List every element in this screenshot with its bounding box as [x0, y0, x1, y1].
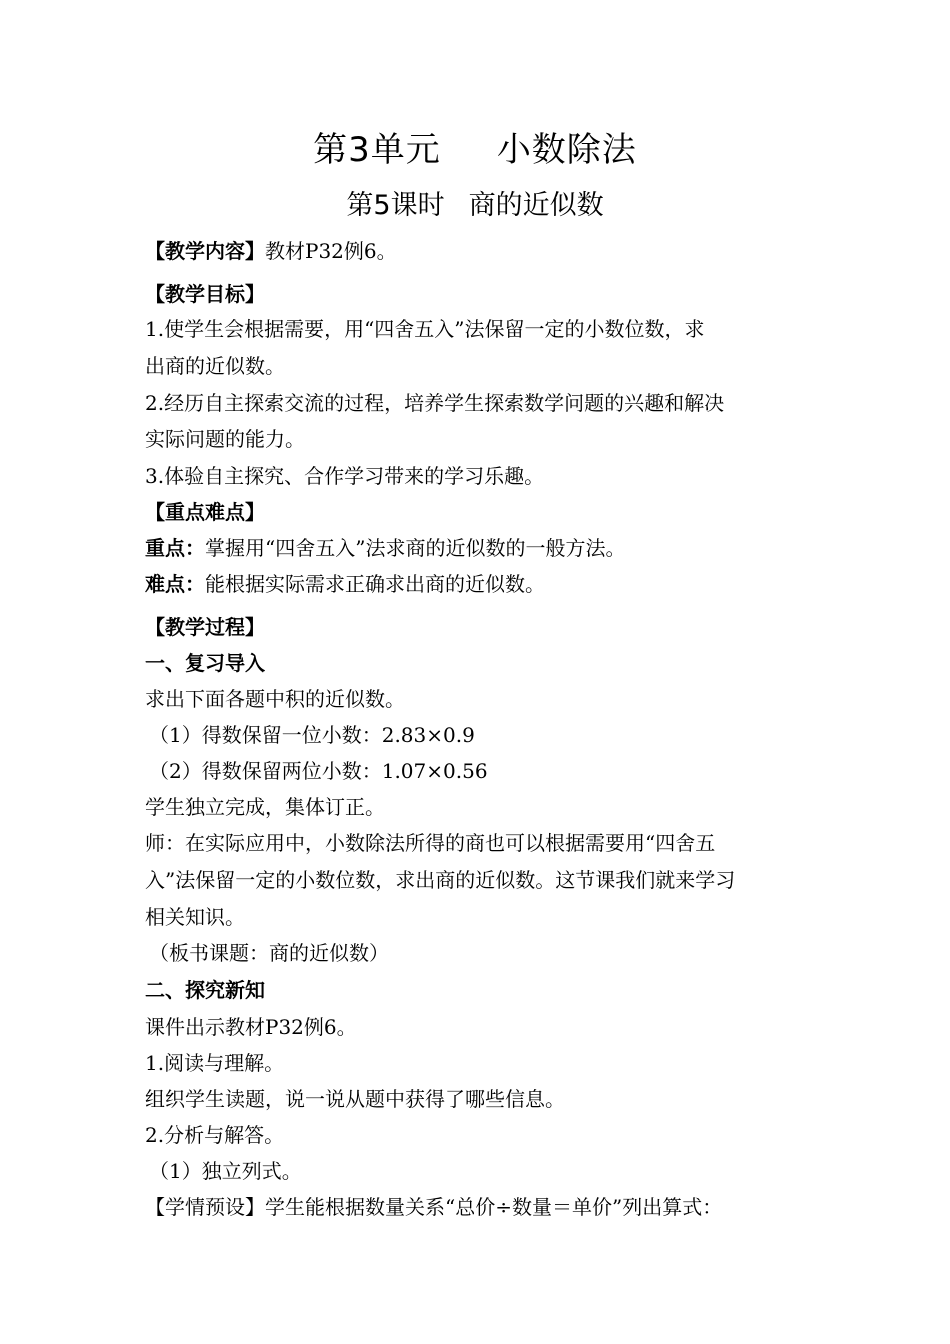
section-line: 相关知识。	[145, 905, 245, 929]
preset-label: 【学情预设】	[145, 1195, 265, 1219]
section-line: 入”法保留一定的小数位数，求出商的近似数。这节课我们就来学习	[145, 868, 736, 892]
section-line: 求出下面各题中积的近似数。	[145, 687, 405, 711]
lesson-title	[0, 186, 950, 226]
objective-line: 1.使学生会根据需要，用“四舍五入”法保留一定的小数位数，求	[145, 317, 705, 341]
section-title: 一、复习导入	[145, 651, 265, 675]
section-line: 学生独立完成，集体订正。	[145, 795, 385, 819]
section-line: 师：在实际应用中，小数除法所得的商也可以根据需要用“四舍五	[145, 831, 716, 855]
section-line: （2）得数保留两位小数：1.07×0.56	[149, 759, 488, 783]
lesson-number: 第5课时	[346, 190, 445, 221]
section-line: （1）独立列式。	[149, 1159, 302, 1183]
lesson-name: 商的近似数	[468, 190, 604, 221]
section-line: （板书课题：商的近似数）	[149, 941, 389, 965]
objective-line: 出商的近似数。	[145, 354, 285, 378]
key-text: 掌握用“四舍五入”法求商的近似数的一般方法。	[205, 536, 626, 560]
difficult-label: 难点：	[145, 572, 205, 596]
content-text: 教材P32例6。	[265, 239, 397, 263]
objectives-heading: 【教学目标】	[145, 282, 265, 306]
section-line: （1）得数保留一位小数：2.83×0.9	[149, 723, 475, 747]
preset-text: 学生能根据数量关系“总价÷数量＝单价”列出算式：	[265, 1195, 723, 1219]
objective-line: 实际问题的能力。	[145, 427, 305, 451]
section-title: 二、探究新知	[145, 978, 265, 1002]
preset-line	[145, 1192, 815, 1222]
difficult-point-line	[145, 569, 815, 599]
difficult-text: 能根据实际需求正确求出商的近似数。	[205, 572, 545, 596]
key-label: 重点：	[145, 536, 205, 560]
section-line: 组织学生读题，说一说从题中获得了哪些信息。	[145, 1087, 565, 1111]
unit-name: 小数除法	[496, 130, 637, 170]
unit-title	[0, 126, 950, 174]
key-points-heading: 【重点难点】	[145, 500, 265, 524]
section-line: 1.阅读与理解。	[145, 1051, 285, 1075]
process-heading: 【教学过程】	[145, 615, 265, 639]
section-line: 课件出示教材P32例6。	[145, 1015, 357, 1039]
content-line	[145, 236, 815, 266]
section-line: 2.分析与解答。	[145, 1123, 285, 1147]
unit-number: 第3单元	[313, 130, 441, 170]
key-point-line	[145, 533, 815, 563]
objective-line: 2.经历自主探索交流的过程，培养学生探索数学问题的兴趣和解决	[145, 391, 725, 415]
content-label: 【教学内容】	[145, 239, 265, 263]
objective-line: 3.体验自主探究、合作学习带来的学习乐趣。	[145, 464, 545, 488]
